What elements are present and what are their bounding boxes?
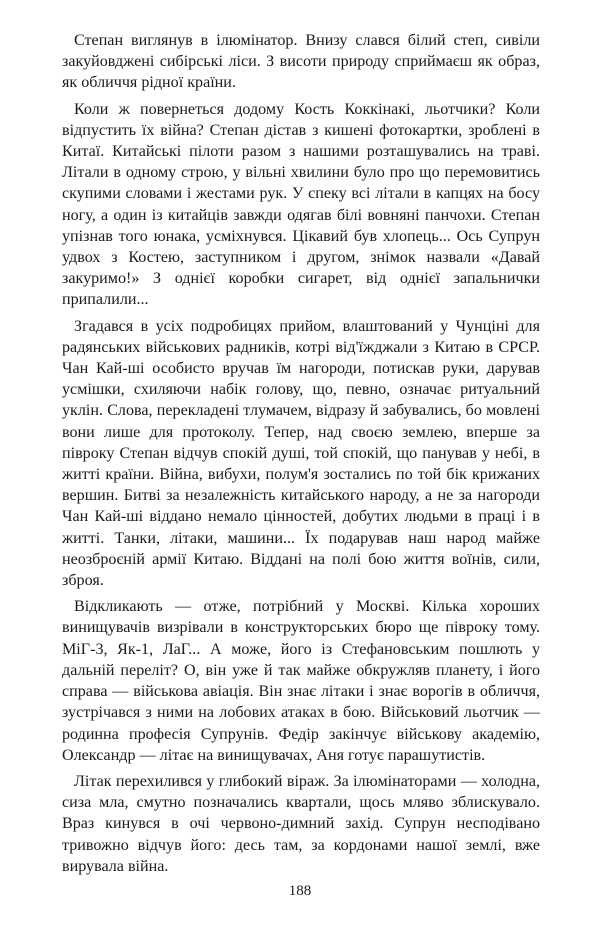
paragraph-4: Відкликають — отже, потрібний у Москві. Кілька хороших винищувачів визрівали в конструкторських бюро ще півроку тому. МіГ-3, Як-1, ЛаГ... А може, його із Стефановським пошлють у дальній переліт? О, він уже й так майже обкружляв планету, і його справа — військова авіація. Він знає літаки і знає ворогів в обличчя, зустрічався з ними на лобових атаках в бою. Військовий льотчик — родинна професія Супрунів. Федір закінчує військову академію, Олександр — літає на винищувачах, Аня готує парашутистів.	[62, 598, 540, 764]
paragraph-1: Степан виглянув в ілюмінатор. Внизу слався білий степ, сивіли закуйовджені сибірські ліси. З висоти природу сприймаєш як образ, як обличчя рідної країни.	[62, 32, 540, 92]
body-text	[62, 30, 540, 882]
paragraph-2: Коли ж повернеться додому Кость Коккінакі, льотчики? Коли відпустить їх війна? Степан дістав з кишені фотокартки, зроблені в Китаї. Китайські пілоти разом з нашими розташувались на траві. Літали в одному строю, у вільні хвилини було про що перемовитись скупими словами і жестами рук. У спеку всі літали в капцях на босу ногу, а один із китайців завжди одягав білі вовняні панчохи. Степан упізнав того юнака, усміхнувся. Цікавий був хлопець... Ось Супрун удвох з Костею, заступником і другом, знімок назвали «Давай закуримо!» З однієї коробки сигарет, від однієї запальнички припалили...	[62, 100, 540, 309]
paragraph-5: Літак перехилився у глибокий віраж. За ілюмінаторами — холодна, сиза мла, смутно позначались квартали, щось мляво зблискувало. Враз кинувся в очі червоно-димний захід. Супрун несподівано тривожно відчув його: десь там, за кордонами нашої землі, вже вирувала війна.	[62, 772, 540, 875]
paragraph-3: Згадався в усіх подробицях прийом, влаштований у Чунціні для радянських військових радників, котрі від'їжджали з Китаю в СРСР. Чан Кай-ші особисто вручав їм нагороди, потискав руки, дарував усмішки, схиляючи набік голову, що, певно, означає ритуальний уклін. Слова, перекладені тлумачем, відразу й забувались, бо мовлені вони лише для протоколу. Тепер, над своєю землею, вперше за півроку Степан відчув спокій душі, той спокій, що панував у небі, в житті країни. Війна, вибухи, полум'я зостались по той бік крижаних вершин. Битві за незалежність китайського народу, а не за нагороди Чан Кай-ші віддано немало цінностей, добутих людьми в праці і в житті. Танки, літаки, машини... Їх подарував наш народ майже неозброєній армії Китаю. Віддані на полі бою життя воїнів, сили, зброя.	[62, 317, 540, 590]
page-number: 188	[288, 883, 312, 899]
